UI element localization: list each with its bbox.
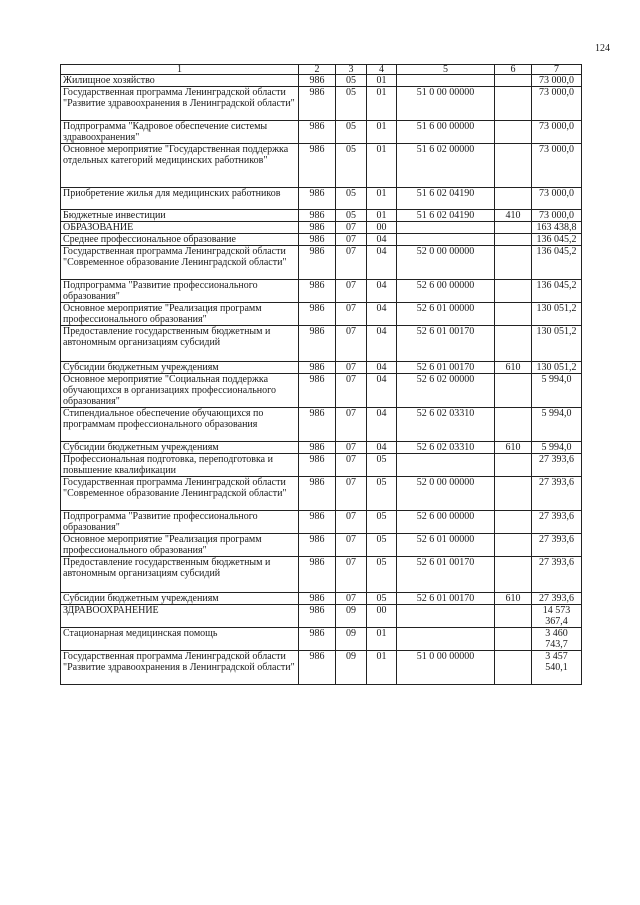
row-code-cell: 01 [367,210,397,222]
table-row [61,557,582,593]
table-row [61,362,582,374]
row-code-cell: 51 0 00 00000 [397,651,495,685]
row-name-cell: Подпрограмма "Развитие профессионального образования" [61,511,299,534]
table-row [61,534,582,557]
row-amount-cell: 27 393,6 [532,511,582,534]
row-code-cell: 986 [299,121,336,144]
budget-table [60,64,582,685]
row-code-cell: 04 [367,280,397,303]
row-code-cell: 51 6 02 04190 [397,210,495,222]
column-header: 3 [336,65,367,75]
row-code-cell [397,628,495,651]
table-row [61,442,582,454]
row-code-cell: 04 [367,442,397,454]
row-code-cell: 986 [299,326,336,362]
row-code-cell [495,75,532,87]
row-name-cell: Основное мероприятие "Государственная поддержка отдельных категорий медицинских работников" [61,144,299,188]
row-amount-cell: 73 000,0 [532,144,582,188]
row-amount-cell: 73 000,0 [532,75,582,87]
row-name-cell: Субсидии бюджетным учреждениям [61,442,299,454]
row-code-cell: 07 [336,511,367,534]
row-code-cell: 986 [299,75,336,87]
row-name-cell: Стипендиальное обеспечение обучающихся по программам профессионального образования [61,408,299,442]
row-code-cell: 986 [299,362,336,374]
row-code-cell: 52 6 02 00000 [397,374,495,408]
column-header: 6 [495,65,532,75]
row-code-cell: 07 [336,534,367,557]
row-code-cell [495,280,532,303]
row-code-cell: 51 0 00 00000 [397,87,495,121]
row-code-cell: 01 [367,87,397,121]
row-code-cell: 52 6 02 03310 [397,408,495,442]
row-amount-cell: 73 000,0 [532,210,582,222]
row-code-cell: 986 [299,246,336,280]
row-code-cell: 410 [495,210,532,222]
row-code-cell: 52 0 00 00000 [397,246,495,280]
row-code-cell: 05 [367,454,397,477]
row-code-cell: 986 [299,144,336,188]
row-code-cell: 04 [367,234,397,246]
row-name-cell: Предоставление государственным бюджетным и автономным организациям субсидий [61,326,299,362]
row-amount-cell: 136 045,2 [532,246,582,280]
row-code-cell: 52 6 02 03310 [397,442,495,454]
row-amount-cell: 5 994,0 [532,374,582,408]
row-code-cell: 05 [367,557,397,593]
row-name-cell: Подпрограмма "Кадровое обеспечение системы здравоохранения" [61,121,299,144]
row-code-cell [495,511,532,534]
row-code-cell: 07 [336,234,367,246]
row-name-cell: Субсидии бюджетным учреждениям [61,362,299,374]
row-code-cell: 07 [336,303,367,326]
row-code-cell: 07 [336,280,367,303]
row-amount-cell: 136 045,2 [532,234,582,246]
row-code-cell: 00 [367,605,397,628]
row-code-cell: 986 [299,534,336,557]
row-code-cell: 986 [299,628,336,651]
row-name-cell: Субсидии бюджетным учреждениям [61,593,299,605]
row-code-cell [397,234,495,246]
row-code-cell: 986 [299,408,336,442]
row-code-cell: 52 6 01 00170 [397,326,495,362]
row-code-cell [495,121,532,144]
row-code-cell [495,651,532,685]
row-code-cell: 51 6 00 00000 [397,121,495,144]
row-code-cell: 07 [336,557,367,593]
row-amount-cell: 73 000,0 [532,121,582,144]
row-code-cell [495,303,532,326]
row-name-cell: Государственная программа Ленинградской области "Современное образование Ленинградской области" [61,246,299,280]
row-code-cell: 04 [367,408,397,442]
row-code-cell: 05 [336,121,367,144]
row-name-cell: Бюджетные инвестиции [61,210,299,222]
row-code-cell: 986 [299,188,336,210]
row-code-cell: 04 [367,303,397,326]
row-code-cell: 05 [367,534,397,557]
table-row [61,87,582,121]
row-code-cell: 52 6 00 00000 [397,280,495,303]
column-header: 2 [299,65,336,75]
table-row [61,280,582,303]
row-amount-cell: 136 045,2 [532,280,582,303]
row-name-cell: Государственная программа Ленинградской области "Современное образование Ленинградской области" [61,477,299,511]
row-code-cell: 986 [299,477,336,511]
row-code-cell: 986 [299,374,336,408]
row-code-cell: 986 [299,234,336,246]
row-code-cell: 52 6 01 00000 [397,303,495,326]
row-code-cell: 52 6 00 00000 [397,511,495,534]
row-code-cell: 52 0 00 00000 [397,477,495,511]
row-name-cell: Государственная программа Ленинградской области "Развитие здравоохранения в Ленинградской области" [61,87,299,121]
row-name-cell: Профессиональная подготовка, переподготовка и повышение квалификации [61,454,299,477]
table-row [61,374,582,408]
row-amount-cell: 27 393,6 [532,477,582,511]
row-name-cell: Основное мероприятие "Реализация программ профессионального образования" [61,534,299,557]
row-code-cell: 07 [336,477,367,511]
row-code-cell [495,144,532,188]
table-row [61,605,582,628]
table-row [61,246,582,280]
row-code-cell: 07 [336,246,367,280]
row-code-cell: 07 [336,442,367,454]
row-code-cell [397,222,495,234]
row-code-cell [495,628,532,651]
row-code-cell: 07 [336,362,367,374]
table-row [61,408,582,442]
table-row [61,222,582,234]
row-code-cell: 05 [336,210,367,222]
page-number: 124 [595,43,610,54]
row-code-cell: 610 [495,362,532,374]
row-code-cell: 04 [367,362,397,374]
row-code-cell: 610 [495,593,532,605]
row-code-cell: 01 [367,651,397,685]
table-row [61,477,582,511]
row-code-cell: 09 [336,628,367,651]
row-code-cell: 986 [299,454,336,477]
row-amount-cell: 130 051,2 [532,326,582,362]
row-code-cell: 986 [299,651,336,685]
row-name-cell: Государственная программа Ленинградской области "Развитие здравоохранения в Ленинградской области" [61,651,299,685]
row-amount-cell: 130 051,2 [532,303,582,326]
row-code-cell [495,326,532,362]
row-code-cell: 52 6 01 00170 [397,593,495,605]
row-amount-cell: 27 393,6 [532,557,582,593]
row-amount-cell: 27 393,6 [532,593,582,605]
row-name-cell: Приобретение жилья для медицинских работников [61,188,299,210]
table-row [61,303,582,326]
table-row [61,75,582,87]
row-code-cell: 986 [299,557,336,593]
row-code-cell [495,222,532,234]
row-code-cell: 01 [367,188,397,210]
row-code-cell: 07 [336,222,367,234]
row-code-cell [495,246,532,280]
column-header: 5 [397,65,495,75]
row-code-cell: 00 [367,222,397,234]
row-code-cell: 07 [336,593,367,605]
row-code-cell: 01 [367,628,397,651]
row-code-cell [495,477,532,511]
row-code-cell: 04 [367,326,397,362]
table-row [61,188,582,210]
row-code-cell [495,534,532,557]
row-code-cell: 986 [299,593,336,605]
row-amount-cell: 73 000,0 [532,188,582,210]
row-code-cell: 986 [299,511,336,534]
column-header: 1 [61,65,299,75]
row-code-cell: 52 6 01 00170 [397,362,495,374]
row-amount-cell: 163 438,8 [532,222,582,234]
row-code-cell [397,605,495,628]
row-code-cell: 07 [336,454,367,477]
row-code-cell: 05 [336,144,367,188]
row-code-cell [495,557,532,593]
row-code-cell [397,454,495,477]
row-code-cell: 986 [299,280,336,303]
row-code-cell: 05 [336,188,367,210]
row-code-cell: 52 6 01 00170 [397,557,495,593]
row-code-cell: 986 [299,303,336,326]
column-header: 7 [532,65,582,75]
row-code-cell: 610 [495,442,532,454]
row-code-cell: 01 [367,121,397,144]
row-code-cell: 05 [367,477,397,511]
row-code-cell [495,234,532,246]
row-amount-cell: 130 051,2 [532,362,582,374]
row-code-cell: 05 [336,87,367,121]
row-amount-cell: 27 393,6 [532,454,582,477]
row-code-cell: 04 [367,246,397,280]
row-code-cell: 05 [367,511,397,534]
column-header: 4 [367,65,397,75]
table-row [61,593,582,605]
row-name-cell: ОБРАЗОВАНИЕ [61,222,299,234]
row-amount-cell: 14 573 367,4 [532,605,582,628]
row-code-cell: 01 [367,75,397,87]
table-row [61,511,582,534]
row-code-cell: 986 [299,87,336,121]
table-row [61,144,582,188]
row-code-cell: 52 6 01 00000 [397,534,495,557]
row-code-cell: 986 [299,442,336,454]
row-code-cell: 09 [336,605,367,628]
row-code-cell: 01 [367,144,397,188]
row-name-cell: Среднее профессиональное образование [61,234,299,246]
table-row [61,651,582,685]
table-row [61,326,582,362]
row-code-cell [495,374,532,408]
row-code-cell [495,454,532,477]
table-row [61,121,582,144]
table-row [61,234,582,246]
row-code-cell: 09 [336,651,367,685]
row-name-cell: Жилищное хозяйство [61,75,299,87]
row-code-cell: 07 [336,408,367,442]
row-amount-cell: 3 457 540,1 [532,651,582,685]
row-code-cell: 07 [336,374,367,408]
table-header-row [61,65,582,75]
row-amount-cell: 73 000,0 [532,87,582,121]
row-amount-cell: 27 393,6 [532,534,582,557]
row-code-cell: 07 [336,326,367,362]
row-amount-cell: 3 460 743,7 [532,628,582,651]
row-code-cell [495,605,532,628]
row-name-cell: Предоставление государственным бюджетным и автономным организациям субсидий [61,557,299,593]
row-code-cell [495,87,532,121]
row-code-cell [397,75,495,87]
row-code-cell: 04 [367,374,397,408]
row-name-cell: Стационарная медицинская помощь [61,628,299,651]
row-code-cell [495,188,532,210]
row-code-cell: 51 6 02 00000 [397,144,495,188]
row-code-cell: 05 [336,75,367,87]
table-row [61,454,582,477]
row-amount-cell: 5 994,0 [532,442,582,454]
row-code-cell: 986 [299,222,336,234]
row-name-cell: ЗДРАВООХРАНЕНИЕ [61,605,299,628]
row-name-cell: Основное мероприятие "Реализация программ профессионального образования" [61,303,299,326]
row-code-cell: 986 [299,210,336,222]
row-code-cell: 51 6 02 04190 [397,188,495,210]
row-amount-cell: 5 994,0 [532,408,582,442]
row-name-cell: Основное мероприятие "Социальная поддержка обучающихся в организациях профессионального образования" [61,374,299,408]
row-code-cell: 986 [299,605,336,628]
row-name-cell: Подпрограмма "Развитие профессионального образования" [61,280,299,303]
table-row [61,628,582,651]
row-code-cell [495,408,532,442]
row-code-cell: 05 [367,593,397,605]
table-row [61,210,582,222]
